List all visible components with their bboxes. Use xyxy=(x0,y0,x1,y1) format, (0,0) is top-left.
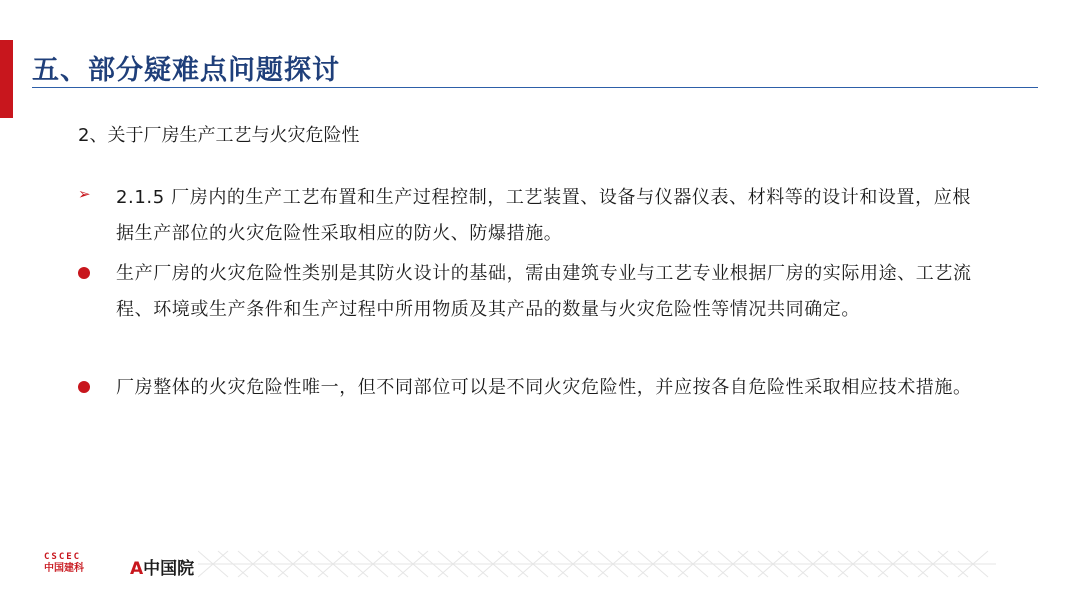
cscec-logo-caption: 中国建科 xyxy=(44,563,84,574)
list-item-text: 2.1.5 厂房内的生产工艺布置和生产过程控制，工艺装置、设备与仪器仪表、材料等的设计和设置，应根据生产部位的火灾危险性采取相应的防火、防爆措施。 xyxy=(116,187,971,244)
page-title: 五、部分疑难点问题探讨 xyxy=(32,55,340,86)
institute-logo xyxy=(130,554,194,579)
title-divider xyxy=(32,87,1038,88)
institute-logo-text: 中国院 xyxy=(143,559,195,579)
list-item xyxy=(78,180,978,252)
list-item-text: 厂房整体的火灾危险性唯一，但不同部位可以是不同火灾危险性，并应按各自危险性采取相应技术措施。 xyxy=(116,377,972,398)
dot-bullet-icon xyxy=(78,267,90,279)
institute-logo-mark: A xyxy=(130,559,144,579)
cscec-logo-wordmark: CSCEC xyxy=(44,552,82,562)
arrow-bullet-icon: ➢ xyxy=(78,185,91,203)
cscec-logo xyxy=(44,552,98,576)
list-item xyxy=(78,256,978,328)
footer-decorative-pattern xyxy=(198,549,996,579)
section-subtitle: 2、关于厂房生产工艺与火灾危险性 xyxy=(78,125,360,146)
list-item-text: 生产厂房的火灾危险性类别是其防火设计的基础，需由建筑专业与工艺专业根据厂房的实际用途、工艺流程、环境或生产条件和生产过程中所用物质及其产品的数量与火灾危险性等情况共同确定。 xyxy=(116,263,972,320)
list-item xyxy=(78,370,978,406)
title-accent-bar xyxy=(0,40,13,118)
dot-bullet-icon xyxy=(78,381,90,393)
